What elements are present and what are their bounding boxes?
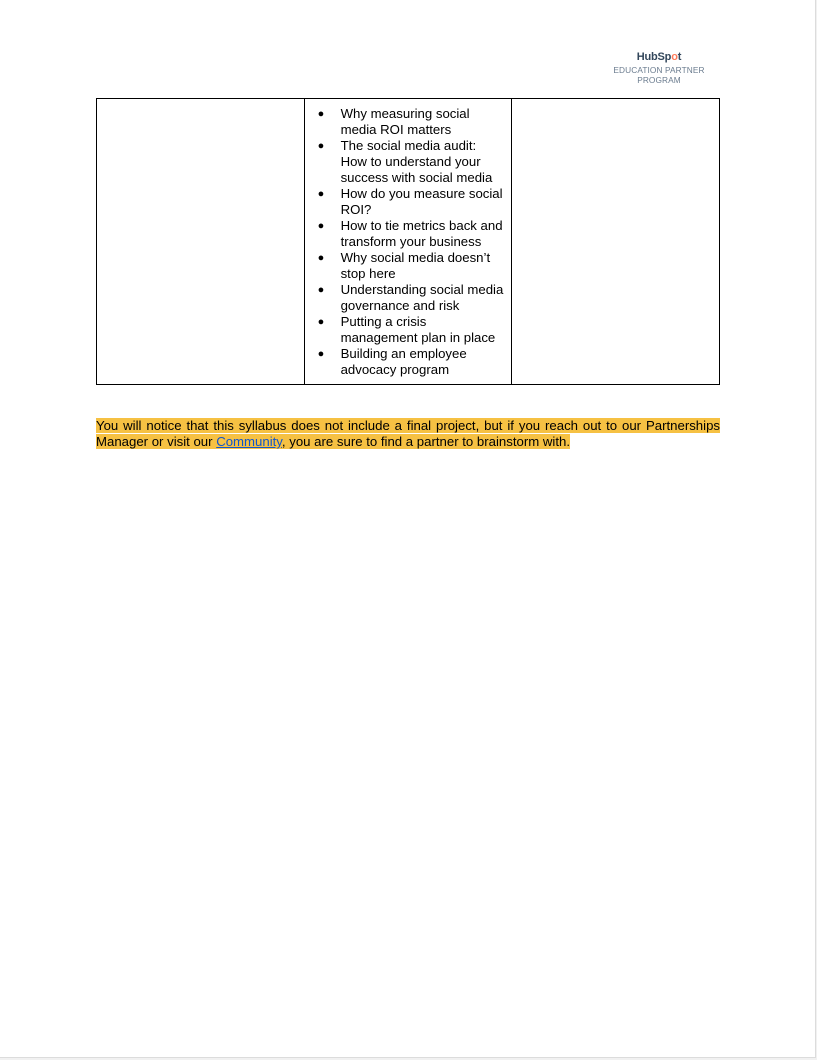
- table-cell-empty-right: [512, 99, 720, 385]
- logo-subtitle: EDUCATION PARTNER PROGRAM: [613, 65, 705, 85]
- list-item-text: Why social media doesn’t stop here: [340, 250, 491, 281]
- logo-wordmark: HubSpot: [636, 51, 682, 63]
- community-link[interactable]: Community: [216, 434, 282, 449]
- bullet-icon: ●: [317, 188, 325, 200]
- sprocket-icon: o: [671, 51, 678, 63]
- table-cell-empty-left: [97, 99, 305, 385]
- table-row: [97, 99, 720, 385]
- bullet-icon: ●: [317, 140, 325, 152]
- list-item-text: Why measuring social media ROI matters: [340, 106, 470, 137]
- bullet-icon: ●: [317, 252, 325, 264]
- list-item: [305, 314, 506, 346]
- hubspot-education-partner-logo: [604, 52, 714, 85]
- list-item: [305, 186, 506, 218]
- list-item: [305, 282, 506, 314]
- list-item: [305, 346, 506, 378]
- list-item: [305, 218, 506, 250]
- list-item: [305, 138, 506, 186]
- bullet-icon: ●: [317, 108, 325, 120]
- bullet-icon: ●: [317, 348, 325, 360]
- list-item-text: Building an employee advocacy program: [340, 346, 467, 377]
- list-item-text: The social media audit: How to understand your success with social media: [340, 138, 493, 185]
- bullet-icon: ●: [317, 284, 325, 296]
- bullet-icon: ●: [317, 316, 325, 328]
- list-item-text: Understanding social media governance and risk: [340, 282, 504, 313]
- list-item: [305, 250, 506, 282]
- final-project-note: [96, 418, 720, 450]
- list-item-text: Putting a crisis management plan in place: [340, 314, 496, 345]
- topic-list: [305, 99, 512, 384]
- list-item-text: How to tie metrics back and transform your business: [340, 218, 503, 249]
- syllabus-table: [96, 98, 720, 385]
- bullet-icon: ●: [317, 220, 325, 232]
- table-cell-topics: [304, 99, 512, 385]
- list-item: [305, 106, 506, 138]
- list-item-text: How do you measure social ROI?: [340, 186, 503, 217]
- highlighted-text: You will notice that this syllabus does not include a final project, but if you reach out to our Partnerships Manager or visit our Community, you are sure to find a partner to brainstorm with.: [96, 418, 720, 449]
